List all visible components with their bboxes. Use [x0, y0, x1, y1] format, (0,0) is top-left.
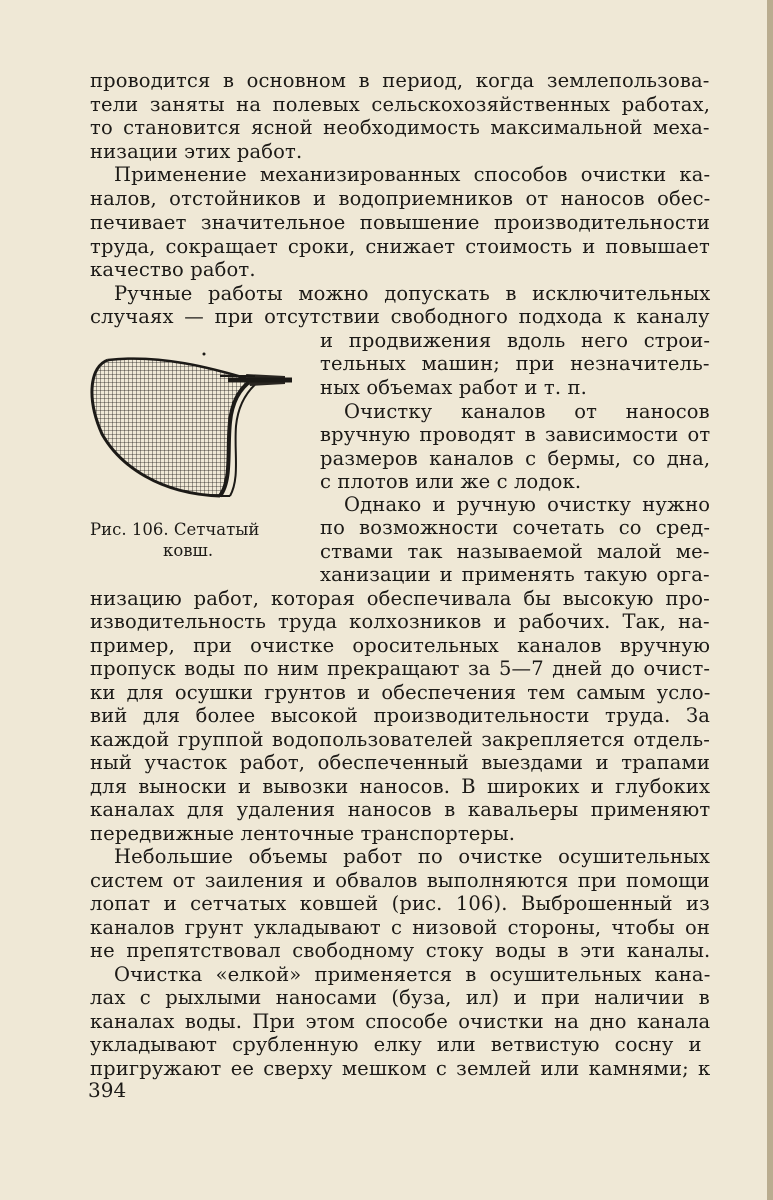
text-line: вий для более высокой производительности труда. За	[90, 704, 711, 727]
mesh-scoop-icon	[80, 346, 295, 511]
text-line: каналах воды. При этом способе очистки на дно канала	[90, 1010, 711, 1033]
text-line: качество работ.	[90, 258, 256, 281]
text-line: тельных машин; при незначитель-	[320, 352, 710, 375]
text-line: ный участок работ, обеспеченный выездами и трапами	[90, 751, 710, 774]
text-line: и продвижения вдоль него строи-	[320, 329, 711, 352]
text-line: ханизации и применять такую орга-	[320, 563, 710, 586]
text-line: для выноски и вывозки наносов. В широких и глубоких	[90, 775, 711, 798]
text-line: труда, сокращает сроки, снижает стоимость и повышает	[90, 235, 710, 258]
text-line: вручную проводят в зависимости от	[320, 423, 711, 446]
figure-caption: Рис. 106. Сетчатый	[90, 520, 260, 539]
text-line: каналах для удаления наносов в кавальеры применяют	[90, 798, 711, 821]
text-line: Очистка «елкой» применяется в осушительных кана-	[114, 963, 711, 986]
text-line: пропуск воды по ним прекращают за 5—7 дней до очист-	[90, 657, 711, 680]
text-line: укладывают срубленную елку или ветвистую сосну и	[90, 1033, 702, 1056]
text-line: лах с рыхлыми наносами (буза, ил) и при наличии в	[90, 986, 710, 1009]
page-number: 394	[88, 1078, 127, 1102]
text-line: Однако и ручную очистку нужно	[344, 493, 711, 516]
text-line: каждой группой водопользователей закрепляется отдель-	[90, 728, 710, 751]
text-line: то становится ясной необходимость максимальной меха-	[90, 116, 710, 139]
text-line: изводительность труда колхозников и рабочих. Так, на-	[90, 610, 710, 633]
text-line: печивает значительное повышение производительности	[90, 211, 710, 234]
text-line: ствами так называемой малой ме-	[320, 540, 710, 563]
text-line: систем от заиления и обвалов выполняются при помощи	[90, 869, 710, 892]
text-line: передвижные ленточные транспортеры.	[90, 822, 516, 845]
text-line: Очистку каналов от наносов	[344, 400, 710, 423]
text-line: случаях — при отсутствии свободного подхода к каналу	[90, 305, 710, 328]
page-edge	[767, 0, 773, 1200]
figure-106	[80, 346, 295, 511]
text-line: низации этих работ.	[90, 140, 303, 163]
text-line: по возможности сочетать со сред-	[320, 516, 711, 539]
text-line: низацию работ, которая обеспечивала бы высокую про-	[90, 587, 710, 610]
text-line: тели заняты на полевых сельскохозяйственных работах,	[90, 93, 711, 116]
text-line: не препятствовал свободному стоку воды в эти каналы.	[90, 939, 711, 962]
text-line: ных объемах работ и т. п.	[320, 376, 588, 399]
text-line: проводится в основном в период, когда землепользова-	[90, 69, 710, 92]
text-line: ки для осушки грунтов и обеспечения тем самым усло-	[90, 681, 711, 704]
text-line: налов, отстойников и водоприемников от наносов обес-	[90, 187, 711, 210]
figure-caption-continued: ковш.	[163, 541, 214, 560]
text-line: Небольшие объемы работ по очистке осушительных	[114, 845, 710, 868]
text-line: пригружают ее сверху мешком с землей или камнями; к	[90, 1057, 711, 1080]
text-line: лопат и сетчатых ковшей (рис. 106). Выброшенный из	[90, 892, 710, 915]
text-line: пример, при очистке оросительных каналов вручную	[90, 634, 711, 657]
text-line: Ручные работы можно допускать в исключительных	[114, 282, 711, 305]
text-line: каналов грунт укладывают с низовой стороны, чтобы он	[90, 916, 711, 939]
text-line: Применение механизированных способов очистки ка-	[114, 163, 711, 186]
text-line: с плотов или же с лодок.	[320, 470, 582, 493]
text-line: размеров каналов с бермы, со дна,	[320, 447, 711, 470]
